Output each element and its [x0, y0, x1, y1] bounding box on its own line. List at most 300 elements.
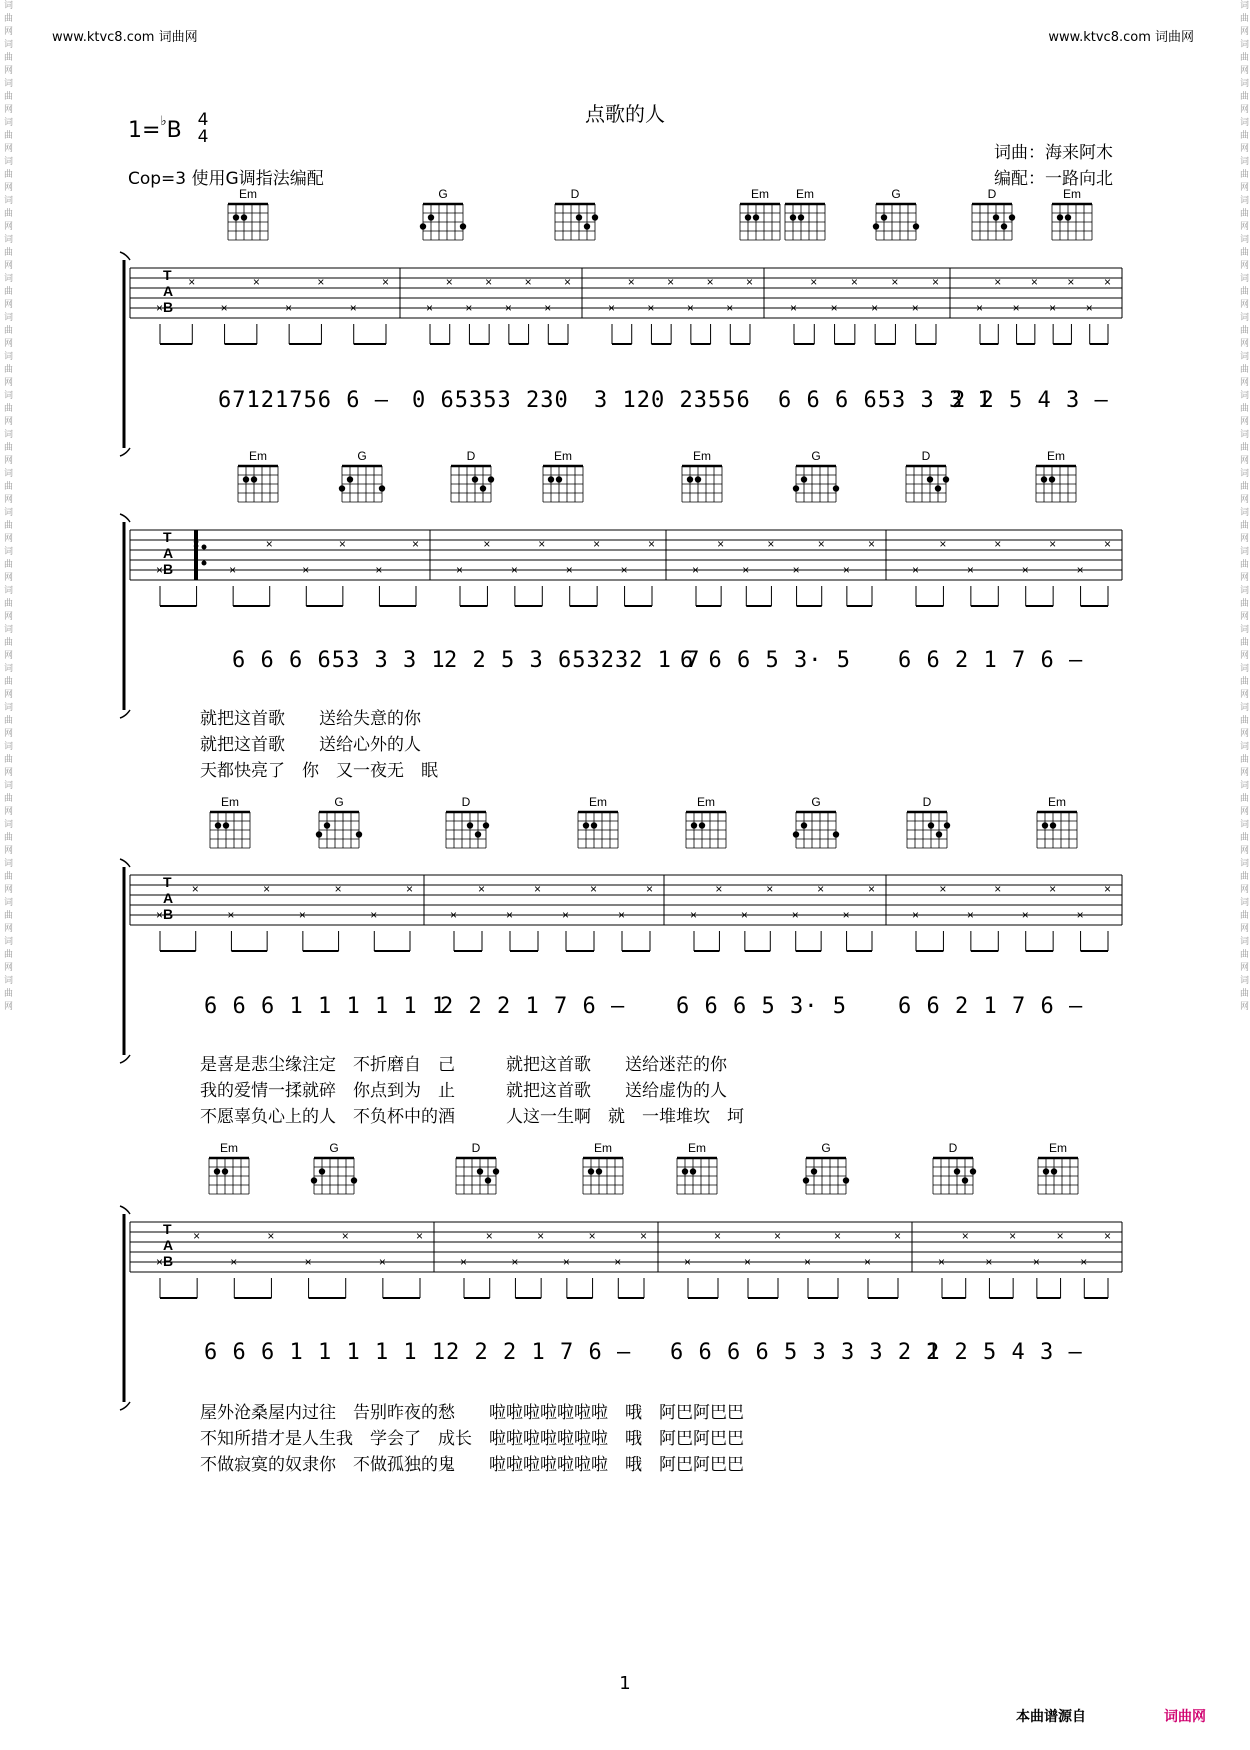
tab-mark: ×	[692, 563, 700, 577]
tab-mark: ×	[1049, 301, 1057, 315]
chord-finger-dot	[477, 1168, 483, 1174]
side-watermark-right: 词曲网词曲网词曲网词曲网词曲网词曲网词曲网词曲网词曲网词曲网词曲网词曲网词曲网词曲网词曲网词曲网词曲网词曲网词曲网词曲网词曲网词曲网词曲网词曲网词曲网词曲网	[1238, 0, 1248, 1014]
tab-mark: ×	[767, 537, 775, 551]
tab-mark: ×	[156, 1255, 164, 1269]
tab-mark: ×	[1009, 1229, 1017, 1243]
jianpu-measure: 67̇1̇2̇1̇756 6 –	[218, 388, 389, 413]
tab-mark: ×	[285, 301, 293, 315]
tab-mark: ×	[483, 537, 491, 551]
tab-mark: ×	[416, 1229, 424, 1243]
chord-name: Em	[594, 1141, 612, 1155]
tab-mark: ×	[640, 1229, 648, 1243]
chord-finger-dot	[1049, 476, 1055, 482]
tab-mark: ×	[766, 882, 774, 896]
tab-mark: ×	[667, 275, 675, 289]
jianpu-measure: 2 2 5 4 3 –	[952, 388, 1109, 413]
chord-finger-dot	[233, 214, 239, 220]
tab-mark: ×	[891, 275, 899, 289]
tab-mark: ×	[1021, 908, 1029, 922]
jianpu-measure: 6 6 6 6 5 3 3 3 2 1	[670, 1340, 941, 1365]
tab-mark: ×	[614, 1255, 622, 1269]
chord-finger-dot	[962, 1177, 968, 1183]
chord-finger-dot	[798, 214, 804, 220]
tab-mark: ×	[792, 563, 800, 577]
lyric-line: 不知所措才是人生我 学会了 成长 啦啦啦啦啦啦啦 哦 阿巴阿巴巴	[200, 1429, 744, 1449]
chord-finger-dot	[480, 485, 486, 491]
tab-mark: ×	[1076, 908, 1084, 922]
tab-mark: ×	[834, 1229, 842, 1243]
tab-mark: ×	[188, 275, 196, 289]
chord-finger-dot	[316, 831, 322, 837]
tab-mark: ×	[230, 1255, 238, 1269]
source-label: 本曲谱源自	[1016, 1709, 1086, 1725]
tab-mark: ×	[227, 908, 235, 922]
time-bottom: 4	[197, 127, 209, 147]
jianpu-measure: 3 120 23556	[594, 388, 751, 413]
chord-finger-dot	[928, 822, 934, 828]
site-url-right[interactable]: www.ktvc8.com 词曲网	[1048, 30, 1194, 45]
chord-name: D	[466, 449, 476, 463]
chord-finger-dot	[881, 214, 887, 220]
tab-mark: ×	[647, 301, 655, 315]
tab-mark: ×	[267, 1229, 275, 1243]
tab-mark: ×	[939, 882, 947, 896]
chord-finger-dot	[339, 485, 345, 491]
chord-name: Em	[589, 795, 607, 809]
tab-mark: ×	[932, 275, 940, 289]
tab-mark: ×	[349, 301, 357, 315]
chord-finger-dot	[970, 1168, 976, 1174]
credit-arranger: 编配：一路向北	[994, 169, 1113, 189]
chord-finger-dot	[356, 831, 362, 837]
tab-clef-letter: A	[163, 1237, 174, 1253]
tab-mark: ×	[252, 275, 260, 289]
tab-mark: ×	[445, 275, 453, 289]
chord-name: G	[329, 1141, 339, 1155]
repeat-dot	[202, 561, 207, 566]
tab-mark: ×	[534, 882, 542, 896]
key-note: B	[166, 118, 182, 143]
chord-finger-dot	[801, 822, 807, 828]
tab-mark: ×	[994, 882, 1002, 896]
chord-finger-dot	[319, 1168, 325, 1174]
tab-mark: ×	[911, 301, 919, 315]
tab-clef-letter: A	[163, 545, 174, 561]
tab-mark: ×	[1049, 882, 1057, 896]
chord-finger-dot	[475, 831, 481, 837]
capo-note: Cop=3 使用G调指法编配	[128, 169, 324, 189]
tab-mark: ×	[192, 537, 200, 551]
chord-finger-dot	[311, 1177, 317, 1183]
chord-finger-dot	[460, 223, 466, 229]
tab-mark: ×	[976, 301, 984, 315]
tab-mark: ×	[406, 882, 414, 896]
tab-mark: ×	[871, 301, 879, 315]
chord-finger-dot	[583, 822, 589, 828]
chord-finger-dot	[556, 476, 562, 482]
tab-mark: ×	[742, 563, 750, 577]
chord-finger-dot	[241, 214, 247, 220]
jianpu-measure: 6 6 6 5 3· 5	[680, 648, 851, 673]
tab-mark: ×	[817, 537, 825, 551]
chord-finger-dot	[493, 1168, 499, 1174]
tab-mark: ×	[646, 882, 654, 896]
chord-finger-dot	[1041, 476, 1047, 482]
chord-name: G	[357, 449, 367, 463]
tab-mark: ×	[686, 301, 694, 315]
jianpu-measure: 6 6 6 5 3· 5	[676, 994, 847, 1019]
tab-mark: ×	[156, 908, 164, 922]
chord-name: Em	[693, 449, 711, 463]
chord-name: Em	[751, 187, 769, 201]
jianpu-measure: 2 2 2 1 7 6 –	[446, 1340, 632, 1365]
bracket-curl-top	[120, 514, 130, 522]
chord-finger-dot	[803, 1177, 809, 1183]
chord-finger-dot	[420, 223, 426, 229]
tab-mark: ×	[1030, 275, 1038, 289]
tab-mark: ×	[511, 1255, 519, 1269]
chord-finger-dot	[753, 214, 759, 220]
tab-mark: ×	[985, 1255, 993, 1269]
tab-mark: ×	[426, 301, 434, 315]
chord-finger-dot	[592, 214, 598, 220]
chord-finger-dot	[379, 485, 385, 491]
jianpu-measure: 6 6 6 1 1 1 1 1 1	[204, 994, 447, 1019]
tab-mark: ×	[506, 908, 514, 922]
chord-name: G	[821, 1141, 831, 1155]
tab-mark: ×	[717, 537, 725, 551]
chord-finger-dot	[215, 822, 221, 828]
jianpu-measure: 6 6 2 1 7 6 –	[898, 994, 1084, 1019]
tab-mark: ×	[830, 301, 838, 315]
chord-finger-dot	[243, 476, 249, 482]
chord-finger-dot	[745, 214, 751, 220]
chord-finger-dot	[1051, 1168, 1057, 1174]
tab-mark: ×	[684, 1255, 692, 1269]
chord-finger-dot	[222, 1168, 228, 1174]
tab-mark: ×	[538, 537, 546, 551]
tab-mark: ×	[1032, 1255, 1040, 1269]
tab-mark: ×	[537, 1229, 545, 1243]
brand-logo[interactable]: 词曲网	[1164, 1709, 1206, 1725]
chord-finger-dot	[223, 822, 229, 828]
chord-name: Em	[221, 795, 239, 809]
lyric-line: 不愿辜负心上的人 不负杯中的酒 人这一生啊 就 一堆堆坎 坷	[200, 1107, 744, 1127]
lyric-line: 我的爱情一揉就碎 你点到为 止 就把这首歌 送给虚伪的人	[200, 1081, 727, 1101]
chord-name: Em	[1047, 449, 1065, 463]
chord-finger-dot	[576, 214, 582, 220]
site-url-left[interactable]: www.ktvc8.com 词曲网	[52, 30, 198, 45]
tab-clef-letter: B	[163, 906, 174, 922]
chord-name: D	[922, 795, 932, 809]
tab-mark: ×	[842, 563, 850, 577]
tab-mark: ×	[460, 1255, 468, 1269]
key-prefix: 1=	[128, 118, 161, 143]
tab-mark: ×	[715, 882, 723, 896]
tab-mark: ×	[304, 1255, 312, 1269]
chord-finger-dot	[811, 1168, 817, 1174]
tab-mark: ×	[894, 1229, 902, 1243]
tab-mark: ×	[618, 908, 626, 922]
tab-mark: ×	[263, 882, 271, 896]
lyric-line: 天都快亮了 你 又一夜无 眠	[200, 761, 438, 781]
tab-mark: ×	[544, 301, 552, 315]
tab-mark: ×	[620, 563, 628, 577]
tab-mark: ×	[714, 1229, 722, 1243]
chord-finger-dot	[801, 476, 807, 482]
tab-mark: ×	[850, 275, 858, 289]
chord-finger-dot	[691, 822, 697, 828]
tab-mark: ×	[478, 882, 486, 896]
tab-mark: ×	[450, 908, 458, 922]
tab-mark: ×	[510, 563, 518, 577]
tab-mark: ×	[265, 537, 273, 551]
chord-finger-dot	[944, 822, 950, 828]
chord-finger-dot	[251, 476, 257, 482]
tab-mark: ×	[810, 275, 818, 289]
tab-mark: ×	[375, 563, 383, 577]
tab-mark: ×	[590, 882, 598, 896]
tab-clef-letter: B	[163, 561, 174, 577]
bracket-curl-bottom	[120, 1055, 130, 1063]
tab-mark: ×	[524, 275, 532, 289]
tab-mark: ×	[1067, 275, 1075, 289]
chord-finger-dot	[214, 1168, 220, 1174]
bracket-curl-bottom	[120, 448, 130, 456]
chord-finger-dot	[790, 214, 796, 220]
tab-mark: ×	[456, 563, 464, 577]
tab-mark: ×	[690, 908, 698, 922]
chord-finger-dot	[1050, 822, 1056, 828]
tab-clef-letter: T	[163, 874, 172, 890]
tab-mark: ×	[1104, 537, 1112, 551]
bracket-curl-bottom	[120, 710, 130, 718]
chord-finger-dot	[1001, 223, 1007, 229]
tab-mark: ×	[966, 908, 974, 922]
chord-name: D	[471, 1141, 481, 1155]
chord-name: D	[570, 187, 580, 201]
tab-mark: ×	[341, 1229, 349, 1243]
chord-finger-dot	[913, 223, 919, 229]
chord-finger-dot	[584, 223, 590, 229]
tab-mark: ×	[994, 537, 1002, 551]
chord-finger-dot	[588, 1168, 594, 1174]
tab-mark: ×	[334, 882, 342, 896]
chord-name: Em	[688, 1141, 706, 1155]
chord-finger-dot	[472, 476, 478, 482]
tab-mark: ×	[562, 1255, 570, 1269]
chord-finger-dot	[1057, 214, 1063, 220]
chord-name: G	[891, 187, 901, 201]
jianpu-measure: 0 65353 230	[412, 388, 569, 413]
chord-finger-dot	[690, 1168, 696, 1174]
tab-mark: ×	[378, 1255, 386, 1269]
chord-finger-dot	[488, 476, 494, 482]
jianpu-measure: 2 2 5 4 3 –	[926, 1340, 1083, 1365]
lyric-line: 屋外沧桑屋内过往 告别昨夜的愁 啦啦啦啦啦啦啦 哦 阿巴阿巴巴	[200, 1403, 744, 1423]
tab-mark: ×	[868, 537, 876, 551]
bracket-curl-bottom	[120, 1402, 130, 1410]
song-title: 点歌的人	[585, 102, 665, 126]
chord-name: D	[921, 449, 931, 463]
chord-finger-dot	[596, 1168, 602, 1174]
lyric-line: 就把这首歌 送给失意的你	[200, 709, 421, 729]
tab-mark: ×	[1076, 563, 1084, 577]
chord-finger-dot	[936, 831, 942, 837]
tab-mark: ×	[864, 1255, 872, 1269]
tab-clef-letter: T	[163, 267, 172, 283]
tab-mark: ×	[804, 1255, 812, 1269]
tab-mark: ×	[412, 537, 420, 551]
tab-mark: ×	[1104, 882, 1112, 896]
chord-finger-dot	[927, 476, 933, 482]
chord-finger-dot	[351, 1177, 357, 1183]
tab-mark: ×	[156, 301, 164, 315]
chord-finger-dot	[428, 214, 434, 220]
chord-finger-dot	[591, 822, 597, 828]
tab-mark: ×	[961, 1229, 969, 1243]
tab-mark: ×	[1104, 1229, 1112, 1243]
tab-clef-letter: T	[163, 529, 172, 545]
lyric-line: 就把这首歌 送给心外的人	[200, 735, 421, 755]
chord-name: G	[811, 795, 821, 809]
chord-finger-dot	[935, 485, 941, 491]
tab-mark: ×	[817, 882, 825, 896]
tab-mark: ×	[938, 1255, 946, 1269]
tab-mark: ×	[302, 563, 310, 577]
tab-mark: ×	[648, 537, 656, 551]
tab-mark: ×	[465, 301, 473, 315]
chord-name: D	[987, 187, 997, 201]
tab-mark: ×	[504, 301, 512, 315]
chord-finger-dot	[695, 476, 701, 482]
tab-mark: ×	[966, 563, 974, 577]
jianpu-measure: 6 6 2 1 7 6 –	[898, 648, 1084, 673]
chord-finger-dot	[485, 1177, 491, 1183]
tab-mark: ×	[791, 908, 799, 922]
tab-mark: ×	[564, 275, 572, 289]
chord-finger-dot	[347, 476, 353, 482]
tab-mark: ×	[1021, 563, 1029, 577]
tab-mark: ×	[774, 1229, 782, 1243]
tab-mark: ×	[1012, 301, 1020, 315]
tab-clef-letter: A	[163, 283, 174, 299]
tab-mark: ×	[740, 908, 748, 922]
chord-finger-dot	[1042, 822, 1048, 828]
tab-mark: ×	[338, 537, 346, 551]
chord-finger-dot	[793, 485, 799, 491]
tab-mark: ×	[790, 301, 798, 315]
tab-mark: ×	[1104, 275, 1112, 289]
chord-name: G	[811, 449, 821, 463]
bracket-curl-top	[120, 1206, 130, 1214]
chord-finger-dot	[833, 831, 839, 837]
tab-mark: ×	[317, 275, 325, 289]
tab-clef-letter: T	[163, 1221, 172, 1237]
chord-name: Em	[1049, 1141, 1067, 1155]
tab-mark: ×	[382, 275, 390, 289]
tab-mark: ×	[912, 563, 920, 577]
tab-mark: ×	[939, 537, 947, 551]
time-top: 4	[197, 110, 209, 130]
jianpu-measure: 2 2 2 1 7 6 –	[440, 994, 626, 1019]
chord-finger-dot	[1009, 214, 1015, 220]
chord-finger-dot	[873, 223, 879, 229]
lyric-line: 是喜是悲尘缘注定 不折磨自 己 就把这首歌 送给迷茫的你	[200, 1055, 727, 1075]
tab-mark: ×	[726, 301, 734, 315]
tab-mark: ×	[1085, 301, 1093, 315]
tab-mark: ×	[298, 908, 306, 922]
tab-mark: ×	[565, 563, 573, 577]
chord-finger-dot	[993, 214, 999, 220]
tab-mark: ×	[912, 908, 920, 922]
tab-mark: ×	[608, 301, 616, 315]
jianpu-measure: 2 2 5 3 653232 1 7	[444, 648, 701, 673]
tab-mark: ×	[191, 882, 199, 896]
chord-name: Em	[1063, 187, 1081, 201]
tab-mark: ×	[868, 882, 876, 896]
tab-mark: ×	[593, 537, 601, 551]
chord-finger-dot	[1043, 1168, 1049, 1174]
chord-finger-dot	[843, 1177, 849, 1183]
tab-mark: ×	[744, 1255, 752, 1269]
chord-finger-dot	[682, 1168, 688, 1174]
tab-clef-letter: A	[163, 890, 174, 906]
chord-finger-dot	[793, 831, 799, 837]
tab-mark: ×	[485, 1229, 493, 1243]
tab-mark: ×	[1049, 537, 1057, 551]
tab-mark: ×	[156, 563, 164, 577]
chord-finger-dot	[833, 485, 839, 491]
tab-mark: ×	[627, 275, 635, 289]
chord-finger-dot	[467, 822, 473, 828]
chord-finger-dot	[954, 1168, 960, 1174]
tab-mark: ×	[193, 1229, 201, 1243]
chord-name: Em	[220, 1141, 238, 1155]
tab-mark: ×	[370, 908, 378, 922]
chord-name: Em	[554, 449, 572, 463]
repeat-dot	[202, 545, 207, 550]
chord-name: Em	[1048, 795, 1066, 809]
flat-sign: ♭	[160, 114, 167, 129]
tab-mark: ×	[229, 563, 237, 577]
tab-mark: ×	[1080, 1255, 1088, 1269]
tab-mark: ×	[994, 275, 1002, 289]
chord-name: Em	[697, 795, 715, 809]
tab-clef-letter: B	[163, 1253, 174, 1269]
tab-mark: ×	[220, 301, 228, 315]
chord-name: Em	[249, 449, 267, 463]
tab-mark: ×	[562, 908, 570, 922]
chord-finger-dot	[324, 822, 330, 828]
chord-finger-dot	[483, 822, 489, 828]
tab-mark: ×	[746, 275, 754, 289]
bracket-curl-top	[120, 859, 130, 867]
chord-finger-dot	[1065, 214, 1071, 220]
chord-finger-dot	[687, 476, 693, 482]
chord-name: D	[461, 795, 471, 809]
tab-mark: ×	[706, 275, 714, 289]
page-number: 1	[619, 1673, 631, 1694]
tab-mark: ×	[588, 1229, 596, 1243]
jianpu-measure: 6 6 6 1 1 1 1 1 1	[204, 1340, 447, 1365]
tab-mark: ×	[485, 275, 493, 289]
jianpu-measure: 6 6 6 653 3 3 1	[232, 648, 446, 673]
chord-name: Em	[796, 187, 814, 201]
tab-mark: ×	[1056, 1229, 1064, 1243]
chord-name: G	[334, 795, 344, 809]
jianpu-measure: 6 6 6 653 3 3 1	[778, 388, 992, 413]
